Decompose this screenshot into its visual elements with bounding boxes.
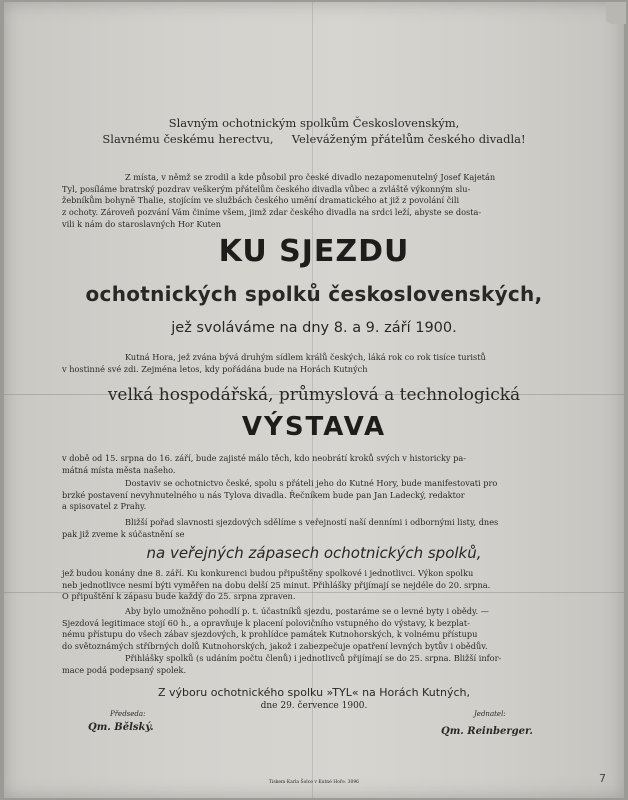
text-line: z ochoty. Zároveň pozvání Vám činíme všem, jimž zdar českého divadla na srdci leží, abyste se dosta- xyxy=(62,207,482,218)
date-line: dne 29. července 1900. xyxy=(260,701,368,711)
secretary-label: Jednatel: xyxy=(474,710,506,718)
text-line: žebníkům bohyně Thalie, stojícím ve službách českého umění dramatického at již z povolání čili xyxy=(62,195,460,206)
text-line: vili k nám do staroslavných Hor Kuten xyxy=(62,218,222,229)
text-line: do světoznámých stříbrných dolů Kutnohorských, jakož i zabezpečuje opatření levných bytův i obědův. xyxy=(62,641,488,652)
text-line: Z místa, v němž se zrodil a kde působil pro české divadlo nezapomenutelný Josef Kajetán xyxy=(125,172,496,182)
intro-paragraph xyxy=(62,172,562,231)
kutna-hora-paragraph xyxy=(62,352,562,375)
text-line: mátná místa města našeho. xyxy=(62,464,176,475)
text-line: O připuštění k zápasu bude každý do 25. srpna zpraven. xyxy=(62,591,296,602)
text-line: Aby bylo umožněno pohodlí p. t. účastníků sjezdu, postaráme se o levné byty i obědy. — xyxy=(125,606,489,616)
corner-tape xyxy=(606,2,626,24)
text-line: Tyl, posíláme bratrský pozdrav veškerým přátelům českého divadla vůbec a zvláště výkonným slu- xyxy=(62,183,471,194)
main-title: KU SJEZDU xyxy=(218,234,410,269)
text-line: Přihlášky spolků (s udáním počtu členů) i jednotlivců přijímají se do 25. srpna. Bližší infor- xyxy=(125,652,502,663)
printer-imprint: Tiskem Karla Šolce v Kutné Hoře. 3096 xyxy=(268,780,360,785)
exhibition-subtitle: velká hospodářská, průmyslová a technologická xyxy=(107,385,521,405)
greeting-line-1: Slavným ochotnickým spolkům Československým, xyxy=(168,116,460,130)
text-line: jež budou konány dne 8. září. Ku konkurenci budou připuštěny spolkové i jednotlivci. Výkon spolku xyxy=(62,568,474,578)
text-line: Kutná Hora, jež zvána bývá druhým sídlem králů českých, láká rok co rok tisíce turistů xyxy=(125,352,486,362)
text-line: Sjezdová legitimace stojí 60 h., a opravňuje k placení polovičního vstupného do výstavy, k bezplat- xyxy=(62,617,470,628)
accommodation-paragraph xyxy=(62,606,562,676)
text-line: nému přístupu do všech zábav sjezdových, k prohlídce památek Kutnohorských, k volnému přístupu xyxy=(62,629,478,640)
subtitle: ochotnických spolků československých, xyxy=(85,282,543,306)
secretary-signature: Qm. Reinberger. xyxy=(441,726,533,737)
program-paragraph xyxy=(62,517,562,540)
contests-heading: na veřejných zápasech ochotnických spolků, xyxy=(146,544,482,562)
committee-line: Z výboru ochotnického spolku »TYL« na Horách Kutných, xyxy=(157,686,471,699)
text-line: pak již zveme k súčastnění se xyxy=(62,528,185,539)
text-line: Bližší pořad slavnosti sjezdových sdělíme s veřejností naší denními i odbornými listy, dnes xyxy=(125,517,499,527)
chair-signature: Qm. Bělský. xyxy=(88,722,154,733)
manifestation-paragraph xyxy=(62,478,562,513)
text-line: v hostinné své zdi. Zejména letos, kdy pořádána bude na Horách Kutných xyxy=(62,363,368,374)
text-line: mace podá podepsaný spolek. xyxy=(62,664,187,675)
exhibition-dates-paragraph xyxy=(62,453,562,476)
dates-line: jež svoláváme na dny 8. a 9. září 1900. xyxy=(171,320,457,336)
text-line: v době od 15. srpna do 16. září, bude zajisté málo těch, kdo neobrátí kroků svých v historicky pa- xyxy=(62,453,467,463)
greeting-line-2: Slavnému českému herectvu, Veleváženým přátelům českého divadla! xyxy=(102,132,526,146)
chair-label: Předseda: xyxy=(110,710,146,718)
text-line: brzké postavení nevyhnutelného u nás Tylova divadla. Řečníkem bude pan Jan Ladecký, redaktor xyxy=(62,489,465,500)
exhibition-title: VÝSTAVA xyxy=(241,412,387,442)
text-line: neb jednotlivce nesmí býti vyměřen na dobu delší 25 minut. Přihlášky přijímají se nejdéle do 20. srpna. xyxy=(62,579,491,590)
text-line: Dostaviv se ochotnictvo české, spolu s přáteli jeho do Kutné Hory, bude manifestovati pro xyxy=(125,478,498,488)
handwritten-number: 7 xyxy=(599,772,606,785)
contests-paragraph xyxy=(62,568,562,603)
poster-sheet xyxy=(4,2,624,798)
text-line: a spisovatel z Prahy. xyxy=(62,501,147,512)
